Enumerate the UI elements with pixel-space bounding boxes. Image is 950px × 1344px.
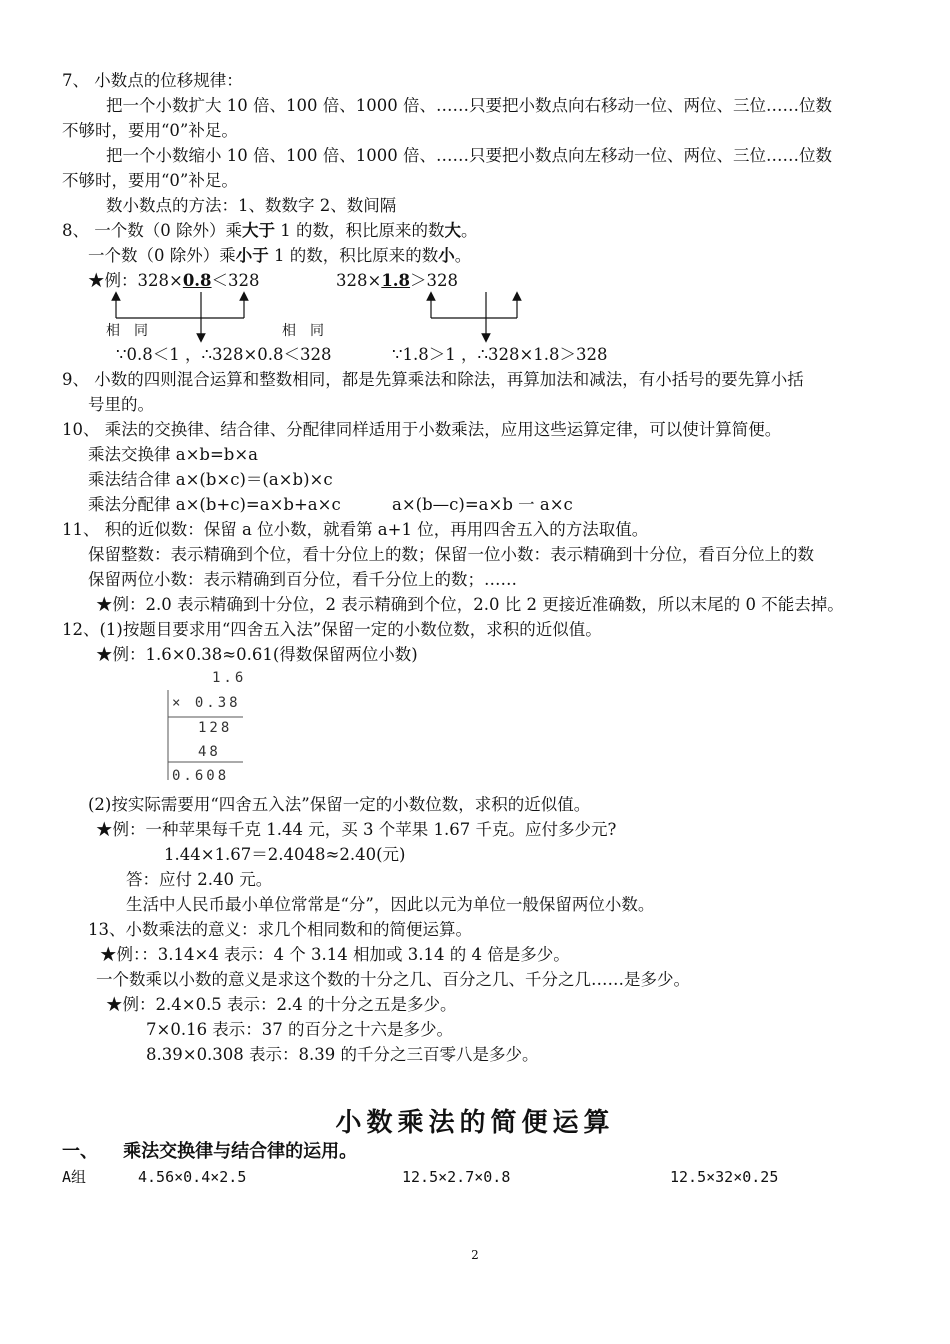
s7-p1b: 不够时，要用“0”补足。 [62,121,238,140]
s8-because-2: ∵1.8＞1 ，∴328×1.8＞328 [392,345,608,364]
s8-because-1: ∵0.8＜1 ，∴328×0.8＜328 [116,345,332,364]
exercise-q2: 12.5×2.7×0.8 [402,1168,511,1186]
page-number: 2 [471,1248,479,1262]
calc-row-1: 1.6 [212,670,247,686]
calc-row-2: × 0.38 [172,695,241,711]
s10-rule-distributive: 乘法分配律 a×(b+c)=a×b+a×c [88,495,341,514]
calc-row-4: 48 [198,744,221,760]
s7-title: 7、 小数点的位移规律： [62,71,243,90]
s13-example-4: 8.39×0.308 表示：8.39 的千分之三百零八是多少。 [146,1045,539,1064]
s13-example-1: ★例：：3.14×4 表示：4 个 3.14 相加或 3.14 的 4 倍是多少。 [100,945,570,964]
exercise-q3: 12.5×32×0.25 [670,1168,779,1186]
s12-answer: 答：应付 2.40 元。 [126,870,273,889]
s9-line2: 号里的。 [88,395,154,414]
s7-p2b: 不够时，要用“0”补足。 [62,171,238,190]
s12-example-2: ★例：一种苹果每千克 1.44 元，买 3 个苹果 1.67 千克。应付多少元? [96,820,617,839]
s13-example-2: ★例：2.4×0.5 表示：2.4 的十分之五是多少。 [106,995,457,1014]
s12-line2: (2)按实际需要用“四舍五入法”保留一定的小数位数，求积的近似值。 [88,795,591,814]
same-label-right: 相同 [282,323,338,339]
s11-line2: 保留两位小数：表示精确到百分位，看千分位上的数；…… [88,570,517,589]
s13-title: 13、小数乘法的意义：求几个相同数和的简便运算。 [88,920,472,939]
exercise-q1: 4.56×0.4×2.5 [138,1168,247,1186]
s13-example-3: 7×0.16 表示：37 的百分之十六是多少。 [146,1020,454,1039]
s10-title: 10、 乘法的交换律、结合律、分配律同样适用于小数乘法，应用这些运算定律，可以使计算简便。 [62,420,782,439]
s12-note: 生活中人民币最小单位常常是“分”，因此以元为单位一般保留两位小数。 [126,895,655,914]
s8-example-2: 328×1.8＞328 [336,271,459,290]
s8-example-1: ★例：328×0.8＜328 [88,271,260,290]
s7-p1a: 把一个小数扩大 10 倍、100 倍、1000 倍、……只要把小数点向右移动一位、两位、三位……位数 [106,96,832,115]
s7-p3: 数小数点的方法：1、数数字 2、数间隔 [106,196,397,215]
s12-example-1: ★例：1.6×0.38≈0.61(得数保留两位小数) [96,645,418,664]
s13-line1: 一个数乘以小数的意义是求这个数的十分之几、百分之几、千分之几……是多少。 [96,970,690,989]
calc-row-5: 0.608 [172,768,230,784]
s10-rule-distributive-sub: a×(b—c)=a×b 一 a×c [392,495,573,514]
same-label-left: 相同 [106,323,162,339]
s11-title: 11、 积的近似数：保留 a 位小数，就看第 a+1 位，再用四舍五入的方法取值。 [62,520,649,539]
s8-line2: 一个数（0 除外）乘小于 1 的数，积比原来的数小。 [88,246,472,265]
section-title: 小数乘法的简便运算 [335,1108,615,1138]
section-heading-1: 一、 乘法交换律与结合律的运用。 [62,1141,358,1162]
s7-p2a: 把一个小数缩小 10 倍、100 倍、1000 倍、……只要把小数点向左移动一位、两位、三位……位数 [106,146,832,165]
s8-line1: 8、 一个数（0 除外）乘大于 1 的数，积比原来的数大。 [62,221,478,240]
s11-example: ★例：2.0 表示精确到十分位，2 表示精确到个位，2.0 比 2 更接近准确数，所以末尾的 0 不能去掉。 [96,595,844,614]
s10-rule-associative: 乘法结合律 a×(b×c)＝(a×b)×c [88,470,333,489]
calc-row-3: 128 [198,720,233,736]
s10-rule-commutative: 乘法交换律 a×b=b×a [88,445,259,464]
arrows-right [431,292,517,338]
s12-example-2-calc: 1.44×1.67＝2.4048≈2.40(元) [164,845,406,864]
exercise-group-label: A组 [62,1168,87,1186]
s9-line1: 9、 小数的四则混合运算和整数相同，都是先算乘法和除法，再算加法和减法，有小括号的要先算小括 [62,370,804,389]
s11-line1: 保留整数：表示精确到个位，看十分位上的数；保留一位小数：表示精确到十分位，看百分位上的数 [88,545,814,564]
s12-line1: 12、(1)按题目要求用“四舍五入法”保留一定的小数位数，求积的近似值。 [62,620,602,639]
